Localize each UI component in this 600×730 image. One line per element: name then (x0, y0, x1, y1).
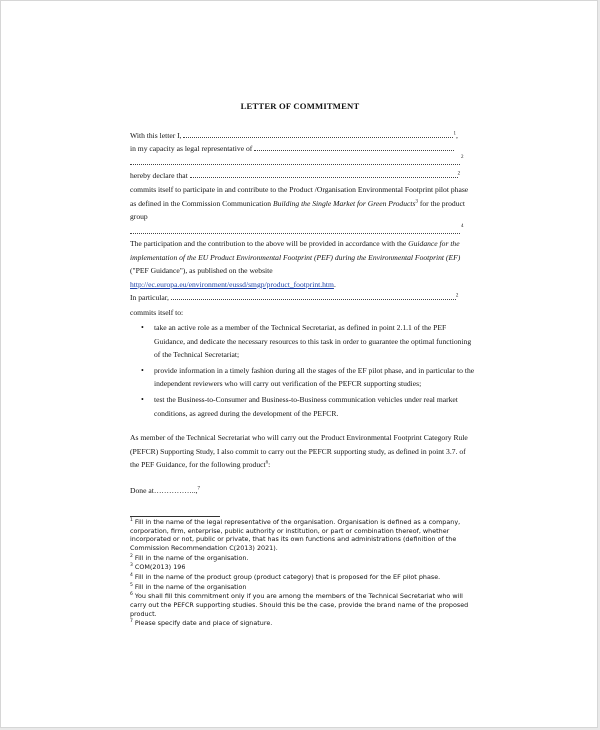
participation-paragraph (130, 237, 475, 291)
declare-line (130, 169, 475, 183)
list-item: • take an active role as a member of the Technical Secretariat, as defined in point 2.1.1 of the PEF Guidance, and dedicate the necessary resources to this task in order to guarantee the optimal functioning of the Technical Secretariat; (141, 321, 476, 362)
commits-to-label: commits itself to: (130, 308, 184, 317)
in-particular-line (130, 291, 475, 305)
footnote-1: $^1$ Fill in the name of the legal representative of the organisation. Organisation is defined as a company, corporation, firm, enterprise, public authority or institution, or part or combination thereof, whether incorporated or not, public or private, that has its own functions and administrations (definition of the Commission Recommendation C(2013) 2021). (130, 518, 461, 552)
participation-italic: Guidance for the implementation of the EU Product Environmental Footprint (PEF) during the Environmental Footprint (EF) (130, 239, 461, 262)
footnote-5: $^5$ Fill in the name of the organisation (130, 582, 247, 591)
footnote-ref-3: 3 (415, 199, 418, 205)
declare-prefix: hereby declare that (130, 171, 188, 180)
pef-guidance-link[interactable]: http://ec.europa.eu/environment/eussd/smgp/product_footprint.htm (130, 279, 334, 289)
done-at-line (130, 484, 475, 498)
participation-tail: ("PEF Guidance"), as published on the website (130, 266, 273, 276)
footnote-2: $^2$ Fill in the name of the organisation. (130, 553, 249, 562)
capacity-prefix: in my capacity as legal representative of (130, 144, 253, 153)
footnote-7: $^7$ Please specify date and place of signature. (130, 619, 273, 628)
footnote-3: $^3$ COM(2013) 196 (130, 563, 186, 572)
footnote-ref-2c: 2 (455, 293, 459, 299)
member-tail: : (268, 460, 271, 470)
in-particular-label: In particular, (130, 293, 169, 302)
footnotes (130, 517, 470, 628)
footnote-6: $^6$ You shall fill this commitment only if you are among the members of the Technical Secretariat who will carry out the PEFCR supporting studies. Should this be the case, provide the brand name of the proposed product. (130, 592, 469, 618)
commits-tail: for the product group (130, 198, 465, 222)
organisation-fill-field[interactable] (254, 142, 454, 151)
product-group-fill-line[interactable] (130, 233, 460, 234)
footnote-4: $^4$ Fill in the name of the product group (product category) that is proposed for the EF pilot phase. (130, 572, 441, 582)
list-item: • provide information in a timely fashion during all the stages of the EF pilot phase, and in particular to the independent reviewers who will carry out verification of the PEFCR supporting studies; (141, 364, 476, 391)
footnote-ref-2a: 2 (461, 155, 464, 160)
list-item: • test the Business-to-Consumer and Business-to-Business communication vehicles under real market conditions, as agreed during the development of the PEFCR. (141, 393, 476, 420)
member-text: As member of the Technical Secretariat who will carry out the Product Environmental Footprint Category Rule (PEFCR) Supporting Study, I also commit to carry out the PEFCR supporting study, as defined in point 3.7. of the PEF Guidance, for the following product (130, 433, 468, 470)
commits-to-line (130, 306, 475, 320)
in-particular-fill-field[interactable] (171, 291, 456, 300)
capacity-line (130, 142, 475, 156)
legal-rep-line: With this letter I, $^1$, (130, 131, 458, 140)
declare-fill-field[interactable] (190, 169, 458, 178)
commits-text: commits itself to participate in and contribute to the Product /Organisation Environmental Footprint pilot phase as defined in the Commission Communication (130, 185, 469, 208)
member-paragraph (130, 431, 475, 472)
commitment-list (141, 321, 476, 422)
footnote-ref-7: 7 (197, 486, 200, 492)
organisation-fill-line[interactable] (130, 164, 460, 165)
link-tail: . (333, 279, 336, 289)
legal-rep-prefix: With this letter I, (130, 131, 182, 140)
footnote-ref-4: 4 (461, 224, 464, 229)
footnote-ref-2b: 2 (457, 171, 461, 177)
footnote-ref-1: 1 (453, 131, 456, 137)
commits-paragraph (130, 183, 475, 224)
done-at-label[interactable]: Done at…………….., (130, 486, 198, 495)
footnote-ref-6: 6 (265, 460, 269, 466)
participation-text: The participation and the contribution to the above will be provided in accordance with the (130, 239, 409, 248)
document-title: LETTER OF COMMITMENT (240, 101, 360, 111)
legal-rep-fill-field[interactable] (183, 129, 453, 138)
commits-italic: Building the Single Market for Green Products (273, 198, 416, 208)
